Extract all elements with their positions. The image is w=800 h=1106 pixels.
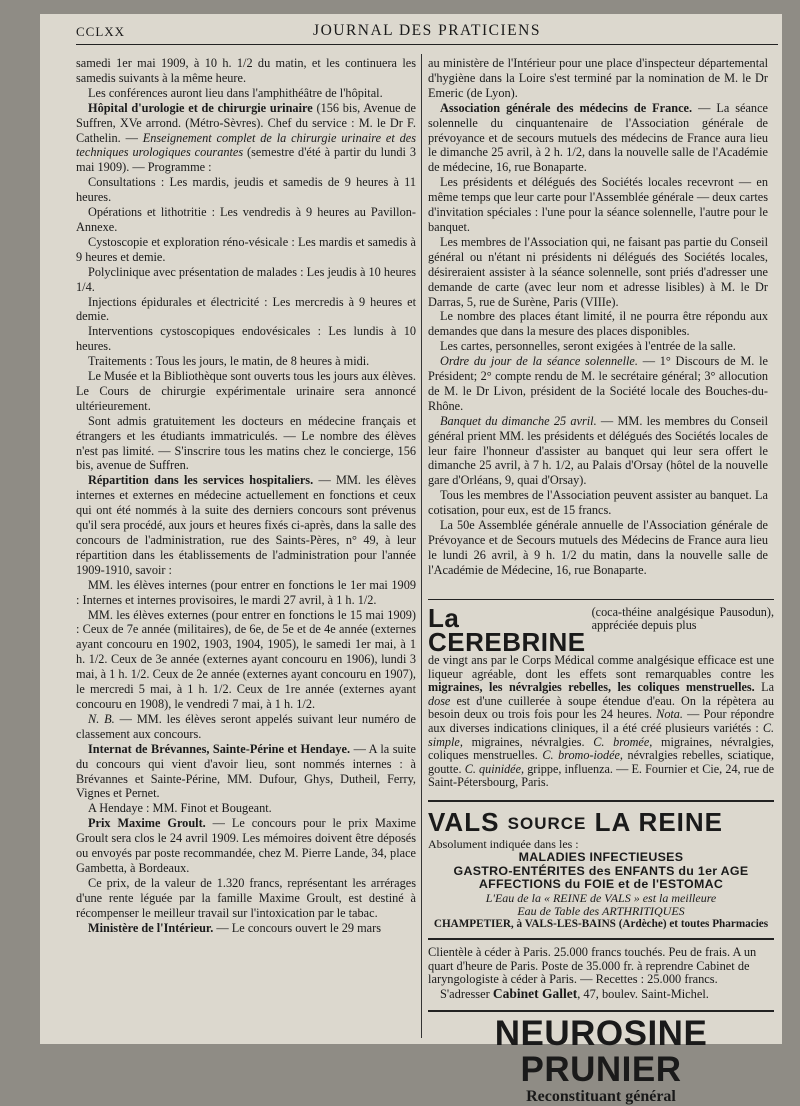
- paragraph: [76, 921, 416, 936]
- paragraph-seg: (semestre d'été à partir du lundi 3 mai 1909). — Programme :: [76, 145, 416, 175]
- paragraph-seg: MM. les élèves internes (pour entrer en fonctions le 1er mai 1909 : Internes et internes provisoires, le mardi 27 avril, à 1 h. 1/2.: [76, 577, 416, 607]
- cerebrine-body-seg: C. quinidée,: [464, 761, 525, 776]
- clientele-contact: [428, 987, 774, 1002]
- vals-line1: MALADIES INFECTIEUSES: [518, 850, 684, 865]
- paragraph: [428, 235, 768, 310]
- cerebrine-body-seg: migraines, les névralgies rebelles, les coliques menstruelles.: [428, 680, 755, 695]
- cerebrine-body-seg: migraines, névralgies, coliques menstruelles.: [428, 734, 774, 763]
- vals-line3: AFFECTIONS du FOIE et de l'ESTOMAC: [478, 877, 724, 892]
- cerebrine-ad: [428, 599, 774, 790]
- paragraph-seg: (156 bis, Avenue de Suffren, XVe arrond. (Métro-Sèvres). Chef du service : M. le Dr F. Cathelin. —: [76, 100, 416, 145]
- cerebrine-body-seg: dose: [428, 693, 451, 708]
- paragraph: [76, 816, 416, 876]
- vals-line4: L'Eau de la « REINE de VALS » est la meilleure: [485, 890, 717, 905]
- cerebrine-body-seg: migraines, névralgies.: [462, 734, 594, 749]
- page-number: CCLXX: [76, 24, 126, 39]
- paragraph: [76, 354, 416, 369]
- paragraph: [76, 101, 416, 176]
- paragraph-seg: — MM. les élèves internes et externes en médecine actuellement en fonctions et ceux qui ont été nommés à la suite des derniers concours sont prévenus qu'il sera procédé, aux jours et heures fixés ci-après, dans la salle des concours de l'administration, rue des Saints-Pères, n° 49, à leur répartition dans les établissements de l'administration pour l'année 1909-1910, savoir :: [76, 473, 416, 577]
- paragraph: [76, 235, 416, 265]
- cerebrine-body-seg: C. bromée,: [593, 734, 653, 749]
- paragraph-seg: — Le concours ouvert le 29 mars: [213, 920, 382, 935]
- paragraph: [76, 265, 416, 295]
- paragraph-seg: A Hendaye : MM. Finot et Bougeant.: [88, 801, 272, 816]
- paragraph-seg: Tous les membres de l'Association peuvent assister au banquet. La cotisation, pour eux, est de 15 francs.: [428, 488, 768, 518]
- paragraph-seg: — MM. les élèves seront appelés suivant leur numéro de classement aux concours.: [76, 711, 416, 741]
- paragraph-seg: au ministère de l'Intérieur pour une place d'inspecteur départemental d'hygiène dans la Loire s'est terminé par la nomination de M. le Dr Emeric (de Lyon).: [428, 56, 768, 100]
- cerebrine-body-seg: Nota.: [656, 707, 683, 722]
- page-header: [76, 18, 778, 45]
- paragraph: [76, 876, 416, 921]
- cerebrine-body-seg: C. bromo-iodée,: [542, 748, 623, 763]
- clientele-contact-suffix: , 47, boulev. Saint-Michel.: [577, 987, 709, 1002]
- paragraph-seg: Cystoscopie et exploration réno-vésicale : Les mardis et samedis à 9 heures et demie.: [76, 234, 416, 264]
- paragraph-seg: Prix Maxime Groult.: [88, 816, 206, 831]
- cerebrine-body-seg: de vingt ans par le Corps Médical comme analgésique efficace est une liqueur agréable, dont les effets sont remarquables contre les: [428, 653, 774, 681]
- left-column: [76, 56, 416, 1042]
- paragraph: [76, 369, 416, 414]
- vals-line5: Eau de Table des ARTHRITIQUES: [517, 903, 685, 918]
- vals-name: VALS: [428, 806, 500, 837]
- paragraph: [428, 175, 768, 235]
- paragraph-seg: — La séance solennelle du cinquantenaire de l'Association générale de prévoyance et de secours mutuels des médecins de France aura lieu le dimanche 25 avril, à 2 h. 1/2, dans la nouvelle salle de l'Académie de médecine, 16, rue Bonaparte.: [428, 100, 768, 175]
- paragraph-seg: Polyclinique avec présentation de malades : Les jeudis à 10 heures 1/4.: [76, 264, 416, 294]
- journal-title: JOURNAL DES PRATICIENS: [313, 22, 541, 39]
- cerebrine-body-seg: est d'une cuillerée à soupe étendue d'eau. On la répètera au besoin deux ou trois fois pour les 24 heures.: [428, 693, 774, 722]
- cerebrine-intro: (coca-théine analgésique Pausodun), appréciée depuis plus: [591, 605, 774, 633]
- paragraph: [428, 354, 768, 414]
- paragraph: [76, 608, 416, 712]
- clientele-contact-prefix: S'adresser: [440, 987, 490, 1002]
- vals-source: SOURCE: [507, 813, 587, 833]
- paragraph-seg: samedi 1er mai 1909, à 10 h. 1/2 du matin, et les continuera les samedis suivants à la même heure.: [76, 56, 416, 85]
- cerebrine-body-seg: grippe, influenza. — E. Fournier et Cie, 24, rue de Saint-Pétersbourg, Paris.: [428, 761, 774, 790]
- paragraph-seg: Ministère de l'Intérieur.: [88, 920, 214, 935]
- paragraph-seg: MM. les élèves externes (pour entrer en fonctions le 15 mai 1909) : Ceux de 7e année (militaires), de 6e, de 5e et de 4e année (externes ayant concouru en 1902, 1903, 1904, 1905), le samedi 1er mai, à 1 h. 1/2. Ceux de 3e année (externes ayant concouru en 1906), lundi 3 mai, à 1 h. 1/2. Ceux de 2e année (externes ayant concouru en 1907), le mercredi 5 mai, à 1 h. 1/2. Ceux de 1re année (externes ayant concouru en 1908), le vendredi 7 mai, à 1 h. 1/2.: [76, 607, 416, 711]
- cerebrine-body-seg: — Pour répondre aux diverses indications cliniques, il a été créé plusieurs variétés :: [428, 707, 774, 735]
- vals-heading: [428, 808, 774, 838]
- right-column: [428, 56, 768, 626]
- paragraph-seg: Consultations : Les mardis, jeudis et samedis de 9 heures à 11 heures.: [76, 175, 416, 205]
- paragraph-seg: Opérations et lithotritie : Les vendredis à 9 heures au Pavillon-Annexe.: [76, 205, 416, 234]
- paragraph: [76, 712, 416, 742]
- vals-ad: [428, 800, 774, 932]
- paragraph-seg: Ordre du jour de la séance solennelle.: [440, 354, 638, 369]
- paragraph: [76, 205, 416, 235]
- paragraph: [428, 56, 768, 101]
- paragraph: [76, 295, 416, 325]
- paragraph: [428, 488, 768, 518]
- paragraph-seg: — A la suite du concours qui vient d'avoir lieu, sont nommés internes : à Brévannes et Sainte-Périne, MM. Dufour, Ghys, Dutheil, Ferry, Vignes et Pernet.: [76, 741, 416, 801]
- paragraph: [76, 578, 416, 608]
- paragraph: [76, 473, 416, 577]
- paragraph: [76, 86, 416, 101]
- vals-absolument: Absolument indiquée dans les :: [428, 836, 579, 851]
- neurosine-ad: [428, 1010, 774, 1106]
- paragraph-seg: Association générale des médecins de France.: [440, 100, 693, 115]
- paragraph: [76, 742, 416, 802]
- paragraph: [76, 324, 416, 354]
- paragraph-seg: Ce prix, de la valeur de 1.320 francs, représentant les arrérages d'une rente léguée par la famille Maxime Groult, est destiné à récompenser le meilleur travail sur l'intoxication par le tabac.: [76, 875, 416, 920]
- paragraph-seg: Les cartes, personnelles, seront exigées à l'entrée de la salle.: [440, 339, 736, 354]
- cerebrine-body-seg: C. simple,: [428, 720, 774, 749]
- paragraph: [76, 414, 416, 474]
- paragraph-seg: Enseignement complet de la chirurgie urinaire et des techniques urologiques courantes: [76, 130, 416, 160]
- cerebrine-body-seg: névralgies rebelles, sciatique, goutte.: [428, 748, 775, 776]
- paragraph-seg: Le nombre des places étant limité, il ne pourra être répondu aux demandes que dans la mesure des places disponibles.: [428, 309, 768, 339]
- paragraph: [76, 175, 416, 205]
- paragraph: [428, 101, 768, 176]
- paragraph-seg: — 1° Discours de M. le Président; 2° compte rendu de M. le secrétaire général; 3° allocution de M. le Dr Livon, président de la Société locale des Bouches-du-Rhône.: [428, 354, 768, 413]
- paragraph-seg: La 50e Assemblée générale annuelle de l'Association générale de Prévoyance et de Secours mutuels des Médecins de France aura lieu le lundi 26 avril, à 9 h. 1/2 du matin, dans la nouvelle salle de l'Académie de Médecine, 16, rue Bonaparte.: [428, 518, 768, 577]
- clientele-ad: [428, 938, 774, 1002]
- paragraph-seg: Hôpital d'urologie et de chirurgie urinaire: [88, 100, 313, 115]
- paragraph-seg: Les conférences auront lieu dans l'amphithéâtre de l'hôpital.: [88, 85, 383, 100]
- paragraph-seg: Injections épidurales et électricité : Les mercredis à 9 heures et demie.: [76, 294, 416, 324]
- cerebrine-name: La CEREBRINE: [428, 603, 586, 657]
- paragraph-seg: Traitements : Tous les jours, le matin, de 8 heures à midi.: [88, 354, 370, 369]
- paragraph-seg: Sont admis gratuitement les docteurs en médecine français et étrangers et les étudiants immatriculés. — Le nombre des élèves n'est pas limité. — S'inscrire tous les matins chez le concierge, 156 bis, avenue de Suffren.: [76, 413, 416, 473]
- paragraph-seg: Les présidents et délégués des Sociétés locales recevront — en même temps que leur carte pour l'Assemblée générale — deux cartes d'invitation spéciales : l'une pour la séance solennelle, l'autre pour le banquet.: [428, 175, 768, 234]
- paragraph-seg: Répartition dans les services hospitaliers.: [88, 473, 314, 488]
- vals-line6: CHAMPETIER, à VALS-LES-BAINS (Ardèche) et toutes Pharmacies: [433, 918, 769, 931]
- paragraph: [428, 339, 768, 354]
- column-divider: [421, 54, 422, 1038]
- journal-page: [40, 14, 782, 1105]
- cerebrine-body-seg: La: [754, 680, 774, 695]
- paragraph: [428, 414, 768, 489]
- clientele-text: Clientèle à céder à Paris. 25.000 francs touchés. Peu de frais. A un quart d'heure de Paris. Poste de 35.000 fr. à reprendre Cabinet de laryngologiste à céder à Paris. — Recettes : 25.000 francs.: [428, 944, 757, 987]
- paragraph-seg: Internat de Brévannes, Sainte-Périne et Hendaye.: [88, 741, 351, 756]
- paragraph-seg: Les membres de l'Association qui, ne faisant pas partie du Conseil général ou n'étant ni présidents ni délégués des Sociétés locales, désireraient assister à la séance solennelle, sont priés d'adresser une demande de carte (avec leur nom et adresse lisibles) à M. le Dr Darras, 5, rue de Surène, Paris (VIIIe).: [428, 234, 768, 309]
- cerebrine-body: [428, 654, 774, 790]
- clientele-contact-name: Cabinet Gallet: [492, 986, 578, 1002]
- paragraph: [428, 518, 768, 578]
- advertisements: [428, 599, 774, 1106]
- paragraph-seg: — MM. les membres du Conseil général prient MM. les présidents et délégués des Sociétés locales de leur faire l'honneur d'assister au banquet qui leur sera offert le dimanche 25 avril, à 7 h. 1/2, au Palais d'Orsay (hôtel de la nouvelle gare d'Orléans, 9, quai d'Orsay).: [428, 413, 768, 488]
- paragraph: [428, 309, 768, 339]
- paragraph: [76, 801, 416, 816]
- neurosine-name: NEUROSINE PRUNIER: [494, 1013, 708, 1089]
- paragraph-seg: Le Musée et la Bibliothèque sont ouverts tous les jours aux élèves. Le Cours de chirurgie expérimentale urinaire sera annoncé ultérieurement.: [76, 369, 416, 413]
- vals-brand: LA REINE: [594, 806, 724, 837]
- vals-line2: GASTRO-ENTÉRITES des ENFANTS du 1er AGE: [453, 863, 749, 878]
- paragraph-seg: Interventions cystoscopiques endovésicales : Les lundis à 10 heures.: [76, 324, 416, 354]
- paragraph-seg: N. B.: [88, 711, 115, 726]
- paragraph-seg: Banquet du dimanche 25 avril.: [440, 413, 597, 428]
- paragraph: [76, 56, 416, 86]
- neurosine-subtitle: Reconstituant général: [526, 1087, 676, 1105]
- paragraph-seg: — Le concours pour le prix Maxime Groult sera clos le 24 avril 1909. Les mémoires doivent être déposés ou envoyés par poste recommandée, chez M. Pierre Lande, 34, place Gambetta, à Bordeaux.: [76, 816, 416, 875]
